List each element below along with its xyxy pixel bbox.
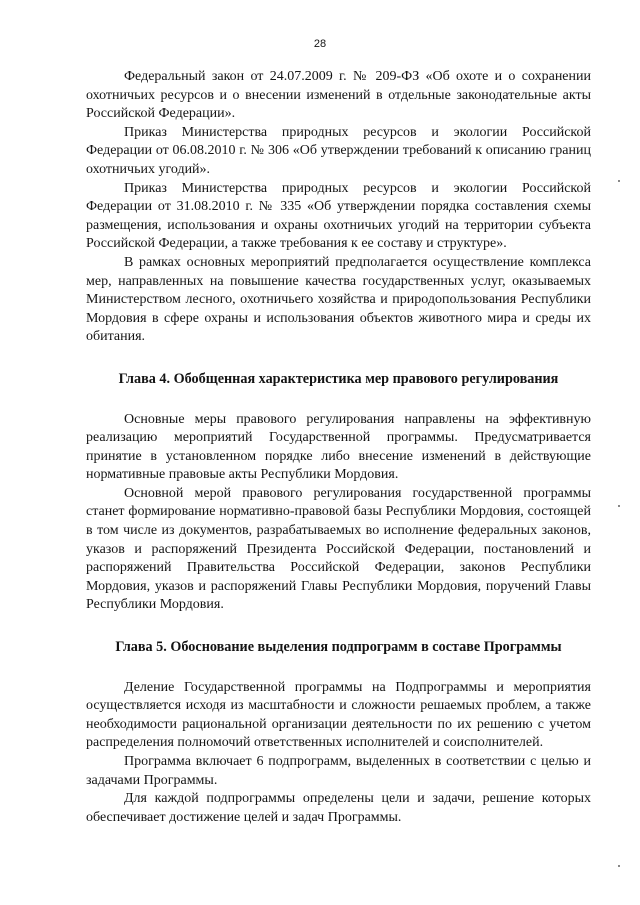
chapter-4-title: Глава 4. Обобщенная характеристика мер правового регулирования <box>118 370 559 387</box>
scan-speck <box>618 180 620 182</box>
paragraph-order-335: Приказ Министерства природных ресурсов и экологии Российской Федерации от 31.08.2010 г. № 335 «Об утверждении порядка составления схемы размещения, использования и охраны охотничьих угодий на территории субъекта Российской Федерации, а также требования к ее составу и структуре». <box>86 180 591 252</box>
paragraph-order-306: Приказ Министерства природных ресурсов и экологии Российской Федерации от 06.08.2010 г. № 306 «Об утверждении требований к описанию границ охотничьих угодий». <box>86 124 591 177</box>
chapter-5-paragraph: Для каждой подпрограммы определены цели и задачи, решение которых обеспечивает достижение целей и задач Программы. <box>86 791 591 825</box>
chapter-4-paragraph: Основные меры правового регулирования направлены на эффективную реализацию мероприятий Государственной программы. Предусматривается принятие в установленном порядке либо внесение изменений в действующие нормативные правовые акты Республики Мордовия. <box>86 411 591 483</box>
scan-speck <box>618 865 620 867</box>
chapter-4-paragraph: Основной мерой правового регулирования государственной программы станет формирование нормативно-правовой базы Республики Мордовия, состоящей в том числе из документов, разрабатываемых во исполнение федеральных законов, указов и распоряжений Президента Российской Федерации, постановлений и распоряжений Правительства Российской Федерации, законов Республики Мордовия, указов и распоряжений Главы Республики Мордовия, поручений Главы Республики Мордовия. <box>86 485 591 613</box>
page-content <box>86 68 591 827</box>
scan-speck <box>618 505 620 507</box>
chapter-5-paragraph: Деление Государственной программы на Подпрограммы и мероприятия осуществляется исходя из масштабности и сложности решаемых проблем, а также необходимости рациональной организации деятельности по их решению с учетом распределения полномочий ответственных исполнителей и соисполнителей. <box>86 679 591 751</box>
paragraph-law-209: Федеральный закон от 24.07.2009 г. № 209-ФЗ «Об охоте и о сохранении охотничьих ресурсов и о внесении изменений в отдельные законодательные акты Российской Федерации». <box>86 69 591 122</box>
chapter-5-paragraph: Программа включает 6 подпрограмм, выделенных в соответствии с целью и задачами Программы. <box>86 754 591 788</box>
page-number: 28 <box>313 38 327 50</box>
chapter-5-title: Глава 5. Обоснование выделения подпрограмм в составе Программы <box>115 639 562 656</box>
paragraph-main-activities: В рамках основных мероприятий предполагается осуществление комплекса мер, направленных на повышение качества государственных услуг, оказываемых Министерством лесного, охотничьего хозяйства и природопользования Республики Мордовия в сфере охраны и использования объектов животного мира и среды их обитания. <box>86 254 591 345</box>
